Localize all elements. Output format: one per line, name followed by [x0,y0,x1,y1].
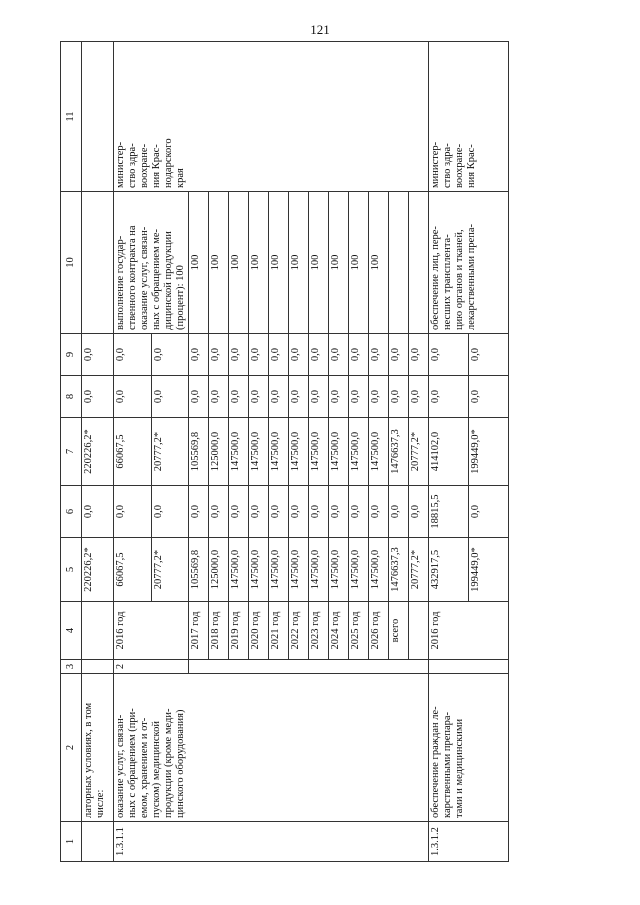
cell-v6: 0,0 [82,486,114,538]
cell-v5: 125000,0 [209,538,229,602]
cell-v8: 0,0 [114,376,152,418]
cell-v6: 0,0 [389,486,409,538]
cell-v7: 147500,0 [249,418,269,486]
cell-v7: 199449,0* [469,418,509,486]
cell-v8: 0,0 [309,376,329,418]
header-cell: 8 [61,376,82,418]
cell-year: 2020 год [249,602,269,660]
cell-year: 2025 год [349,602,369,660]
cell-v8: 0,0 [229,376,249,418]
cell-v7: 105569,8 [189,418,209,486]
cell-v6: 0,0 [369,486,389,538]
cell-year: 2024 год [329,602,349,660]
table-row [429,42,469,862]
cell-v10: 100 [329,192,349,334]
cell-v9: 0,0 [429,334,469,376]
cell-v7: 414102,0 [429,418,469,486]
cell-v5: 147500,0 [269,538,289,602]
cell-v5: 20777,2* [151,538,189,602]
cell-v8: 0,0 [249,376,269,418]
cell-v5: 147500,0 [289,538,309,602]
header-cell: 5 [61,538,82,602]
cell-v9: 0,0 [329,334,349,376]
cell-v10: 100 [189,192,209,334]
cell-year: 2023 год [309,602,329,660]
cell-v7: 147500,0 [229,418,249,486]
executor-text: министер- ство здра- воохране- ния Крас- нодарского края [114,42,429,192]
cell-year: 2018 год [209,602,229,660]
cell-v6: 0,0 [249,486,269,538]
page-number: 121 [310,22,330,37]
cell-v9: 0,0 [309,334,329,376]
item-description: оказание услуг, связан- ных с обращением (при- емом, хранением и от- пуском) медицинской продукции (кроме меди- цинского оборудования) [114,674,429,822]
cell-v6: 0,0 [289,486,309,538]
item-col3: 2 [114,660,189,674]
cell-v9: 0,0 [209,334,229,376]
cell-year: 2019 год [229,602,249,660]
table-row [114,42,152,862]
cell-v6: 0,0 [151,486,189,538]
indicator-text: обеспечение лиц, пере- несших трансплента- цию органов и тканей, лекарственными препа- [429,192,509,334]
cell-v6: 0,0 [309,486,329,538]
cell-v7: 147500,0 [329,418,349,486]
cell-v9: 0,0 [114,334,152,376]
cell-v9: 0,0 [151,334,189,376]
header-cell: 9 [61,334,82,376]
item-col3-empty [189,660,429,674]
cell-v8: 0,0 [269,376,289,418]
cell-v5: 147500,0 [229,538,249,602]
cell-v5: 147500,0 [329,538,349,602]
cell-v7: 20777,2* [409,418,429,486]
cell-year: 2016 год [114,602,189,660]
cell-year: 2016 год [429,602,509,660]
cell-v8: 0,0 [189,376,209,418]
cell-v9: 0,0 [82,334,114,376]
header-cell: 1 [61,822,82,862]
cell-v8: 0,0 [82,376,114,418]
cell-v7: 125000,0 [209,418,229,486]
cell-v10 [389,192,409,334]
item-code: 1.3.1.2 [429,822,509,862]
cell-v10: 100 [269,192,289,334]
cell-v5: 20777,2* [409,538,429,602]
cell-v5: 1476637,3 [389,538,409,602]
cell-v5: 147500,0 [309,538,329,602]
cell-year: 2021 год [269,602,289,660]
cont-text: латорных условиях, в том числе: [82,674,114,822]
cell-v7: 147500,0 [349,418,369,486]
cell-v5: 220226,2* [82,538,114,602]
cell-v9: 0,0 [389,334,409,376]
cell-v5: 199449,0* [469,538,509,602]
cell-v7: 147500,0 [269,418,289,486]
cell-v10: 100 [309,192,329,334]
cell-v10: 100 [229,192,249,334]
cell-v8: 0,0 [369,376,389,418]
rotated-table-container [60,42,577,862]
cell-v5: 147500,0 [369,538,389,602]
cell-v8: 0,0 [151,376,189,418]
cell-v10: 100 [209,192,229,334]
cell-v6: 0,0 [209,486,229,538]
cell-v8: 0,0 [289,376,309,418]
cell-v8: 0,0 [389,376,409,418]
cell-v6: 0,0 [469,486,509,538]
item-description: обеспечение граждан ле- карственными препара- тами и медицинскими [429,674,509,822]
cell-v7: 1476637,3 [389,418,409,486]
cell-year [409,602,429,660]
cell-v9: 0,0 [289,334,309,376]
cell-v5: 147500,0 [349,538,369,602]
cell-year: 2017 год [189,602,209,660]
cell-v9: 0,0 [229,334,249,376]
cell-v6: 0,0 [329,486,349,538]
cell-v6: 0,0 [189,486,209,538]
cell-v6: 0,0 [269,486,289,538]
cell-year: 2026 год [369,602,389,660]
cell-v8: 0,0 [469,376,509,418]
cell-v9: 0,0 [189,334,209,376]
item-col3 [429,660,509,674]
cell-v7: 147500,0 [369,418,389,486]
cell-v8: 0,0 [349,376,369,418]
cell-v9: 0,0 [249,334,269,376]
cell-v10: 100 [249,192,269,334]
cell-v9: 0,0 [469,334,509,376]
header-cell: 11 [61,42,82,192]
cell-v9: 0,0 [369,334,389,376]
cell-v8: 0,0 [329,376,349,418]
cell-v10: 100 [289,192,309,334]
cell-v8: 0,0 [409,376,429,418]
budget-table [60,41,509,862]
cell-v5: 66067,5 [114,538,152,602]
cell-v6: 0,0 [349,486,369,538]
executor-text: министер- ство здра- воохране- ния Крас- [429,42,509,192]
header-cell: 3 [61,660,82,674]
cell-v7: 147500,0 [309,418,329,486]
cell-v10 [409,192,429,334]
cell-v5: 147500,0 [249,538,269,602]
cell-v6: 0,0 [409,486,429,538]
cell-year: 2022 год [289,602,309,660]
cell-v9: 0,0 [269,334,289,376]
header-cell: 2 [61,674,82,822]
table-row [82,42,114,862]
cell-v9: 0,0 [349,334,369,376]
header-cell: 6 [61,486,82,538]
cell-v6: 0,0 [114,486,152,538]
cell-v10: 100 [369,192,389,334]
cell-v9: 0,0 [409,334,429,376]
cell-v10: 100 [349,192,369,334]
cell-v7: 220226,2* [82,418,114,486]
header-row [61,42,82,862]
header-cell: 4 [61,602,82,660]
cell-v5: 432917,5 [429,538,469,602]
cell-year: всего [389,602,409,660]
header-cell: 10 [61,192,82,334]
cell-v8: 0,0 [429,376,469,418]
indicator-text: выполнение государ- ственного контракта на оказание услуг, связан- ных с обращением ме- дицинской продукции (процент): 100 [114,192,189,334]
cell-v6: 0,0 [229,486,249,538]
cell-v7: 20777,2* [151,418,189,486]
cell-v7: 66067,5 [114,418,152,486]
cell-v8: 0,0 [209,376,229,418]
cell-v6: 18815,5 [429,486,469,538]
item-code: 1.3.1.1 [114,822,429,862]
header-cell: 7 [61,418,82,486]
cell-v5: 105569,8 [189,538,209,602]
cell-v7: 147500,0 [289,418,309,486]
